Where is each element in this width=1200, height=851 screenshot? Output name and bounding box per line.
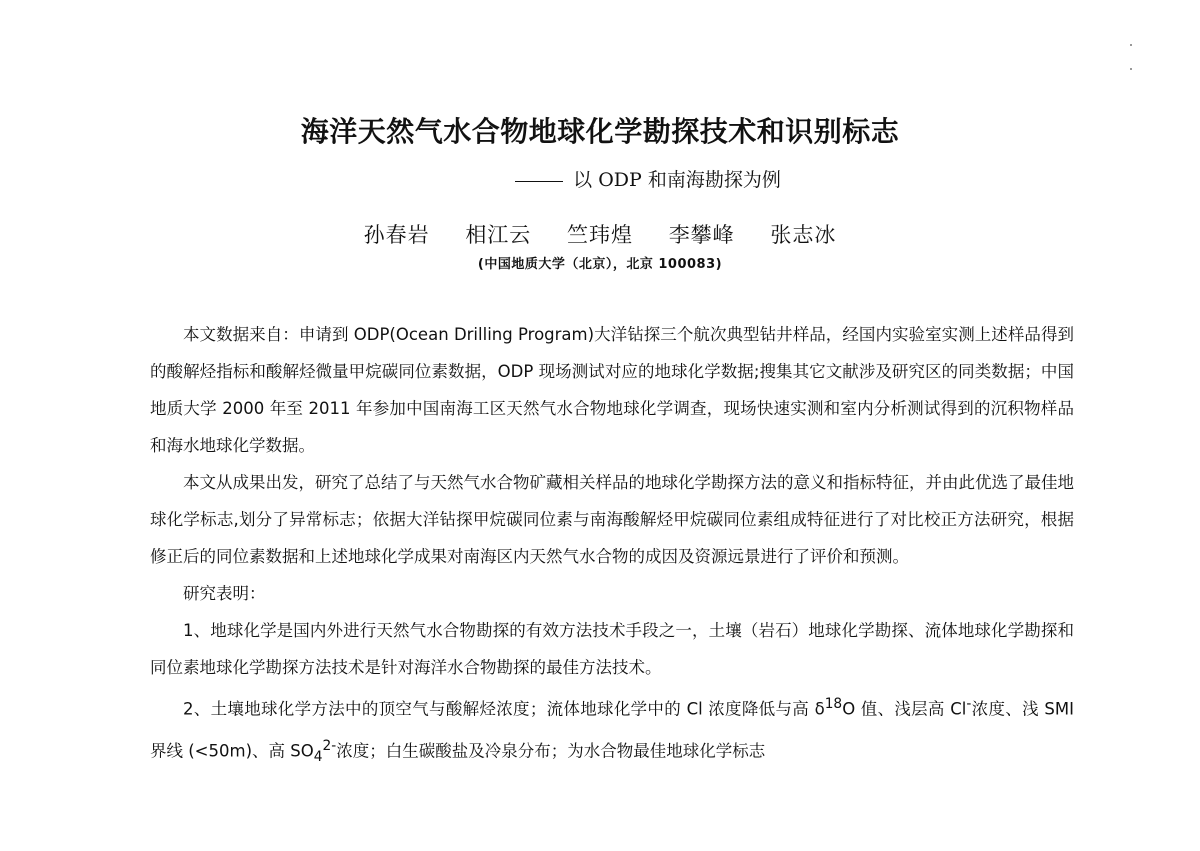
scan-margin-marks xyxy=(1130,44,1134,84)
paragraph-text: 浓度；白生碳酸盐及冷泉分布；为水合物最佳地球化学标志 xyxy=(336,741,766,760)
paragraph xyxy=(150,686,1074,775)
paragraph-text: 浓度、浅 SMI 界线 (<50m)、高 SO xyxy=(150,699,1074,760)
affiliation: (中国地质大学（北京），北京 100083) xyxy=(477,257,723,272)
paragraph: 本文数据来自：申请到 ODP(Ocean Drilling Program)大洋钻探三个航次典型钻井样品，经国内实验室实测上述样品得到的酸解烃指标和酸解烃微量甲烷碳同位素数据，ODP 现场测试对应的地球化学数据;搜集其它文献涉及研究区的同类数据；中国地质大学 2000 年至 2011 年参加中国南海工区天然气水合物地球化学调查，现场快速实测和室内分析测试得到的沉积物样品和海水地球化学数据。 xyxy=(150,325,1074,455)
author-name: 孙春岩 xyxy=(363,223,430,247)
paragraph: 1、地球化学是国内外进行天然气水合物勘探的有效方法技术手段之一，土壤（岩石）地球化学勘探、流体地球化学勘探和同位素地球化学勘探方法技术是针对海洋水合物勘探的最佳方法技术。 xyxy=(150,621,1074,677)
author-name: 竺玮煌 xyxy=(567,223,633,247)
paragraph-text: 2、土壤地球化学方法中的顶空气与酸解烃浓度；流体地球化学中的 Cl 浓度降低与高 δ xyxy=(183,699,825,719)
superscript: 2- xyxy=(322,737,337,754)
page-title: 海洋天然气水合物地球化学勘探技术和识别标志 xyxy=(300,115,900,148)
subtitle-dash xyxy=(515,181,563,182)
subscript: 4 xyxy=(313,748,323,765)
author-name: 李攀峰 xyxy=(668,223,735,247)
subtitle xyxy=(0,166,1200,194)
superscript: 18 xyxy=(824,696,843,712)
paragraph-text: O 值、浅层高 Cl xyxy=(842,699,967,719)
paragraph: 本文从成果出发，研究了总结了与天然气水合物矿藏相关样品的地球化学勘探方法的意义和指标特征，并由此优选了最佳地球化学标志,划分了异常标志；依据大洋钻探甲烷碳同位素与南海酸解烃甲烷碳同位素组成特征进行了对比校正方法研究，根据修正后的同位素数据和上述地球化学成果对南海区内天然气水合物的成因及资源远景进行了评价和预测。 xyxy=(150,473,1074,566)
paragraph: 研究表明： xyxy=(183,584,266,603)
superscript: - xyxy=(966,696,972,712)
abstract-body xyxy=(150,316,1074,775)
author-name: 相江云 xyxy=(465,223,532,247)
author-list xyxy=(0,220,1200,250)
subtitle-text: 以 ODP 和南海勘探为例 xyxy=(573,169,781,191)
author-name: 张志冰 xyxy=(770,223,837,247)
